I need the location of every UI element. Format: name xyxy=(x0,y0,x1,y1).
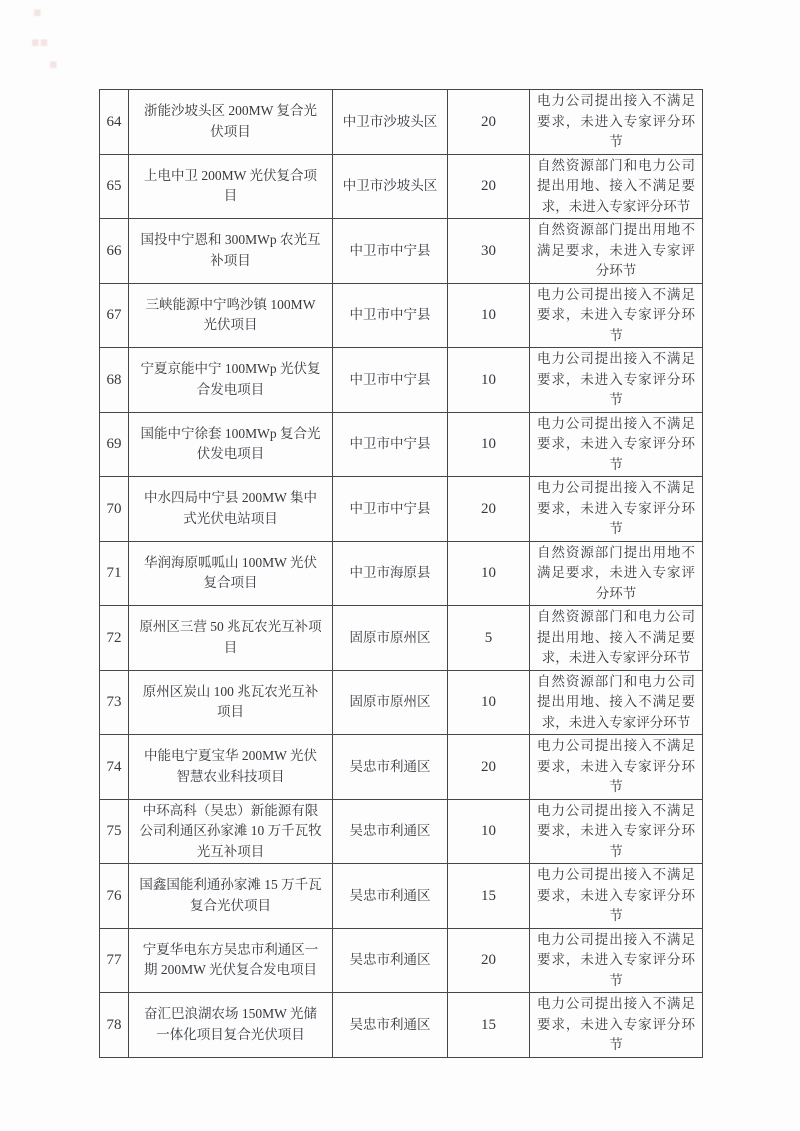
table-row xyxy=(100,799,703,864)
project-name-cell: 中能电宁夏宝华 200MW 光伏智慧农业科技项目 xyxy=(129,735,333,800)
project-location-cell: 中卫市中宁县 xyxy=(333,348,448,413)
project-name-cell: 三峡能源中宁鸣沙镇 100MW 光伏项目 xyxy=(129,283,333,348)
project-reason-cell: 电力公司提出接入不满足要求，未进入专家评分环节 xyxy=(530,864,703,929)
project-reason-cell: 电力公司提出接入不满足要求，未进入专家评分环节 xyxy=(530,735,703,800)
project-capacity-cell: 20 xyxy=(448,477,530,542)
table-row xyxy=(100,477,703,542)
project-location-cell: 固原市原州区 xyxy=(333,606,448,671)
project-name-cell: 上电中卫 200MW 光伏复合项目 xyxy=(129,154,333,219)
project-name-cell: 中环高科（吴忠）新能源有限公司利通区孙家滩 10 万千瓦牧光互补项目 xyxy=(129,799,333,864)
project-name-cell: 浙能沙坡头区 200MW 复合光伏项目 xyxy=(129,90,333,155)
table-row xyxy=(100,541,703,606)
project-location-cell: 中卫市沙坡头区 xyxy=(333,90,448,155)
project-number-cell: 74 xyxy=(100,735,129,800)
project-location-cell: 中卫市中宁县 xyxy=(333,477,448,542)
project-reason-cell: 电力公司提出接入不满足要求，未进入专家评分环节 xyxy=(530,90,703,155)
project-location-cell: 吴忠市利通区 xyxy=(333,864,448,929)
project-capacity-cell: 15 xyxy=(448,993,530,1058)
project-reason-cell: 自然资源部门提出用地不满足要求，未进入专家评分环节 xyxy=(530,219,703,284)
project-number-cell: 71 xyxy=(100,541,129,606)
project-number-cell: 73 xyxy=(100,670,129,735)
project-number-cell: 77 xyxy=(100,928,129,993)
project-location-cell: 吴忠市利通区 xyxy=(333,993,448,1058)
project-location-cell: 中卫市中宁县 xyxy=(333,412,448,477)
project-capacity-cell: 10 xyxy=(448,799,530,864)
table-row xyxy=(100,348,703,413)
project-number-cell: 70 xyxy=(100,477,129,542)
project-reason-cell: 自然资源部门提出用地不满足要求，未进入专家评分环节 xyxy=(530,541,703,606)
project-capacity-cell: 15 xyxy=(448,864,530,929)
table-row xyxy=(100,670,703,735)
project-reason-cell: 自然资源部门和电力公司提出用地、接入不满足要求，未进入专家评分环节 xyxy=(530,670,703,735)
project-reason-cell: 自然资源部门和电力公司提出用地、接入不满足要求，未进入专家评分环节 xyxy=(530,154,703,219)
project-location-cell: 中卫市海原县 xyxy=(333,541,448,606)
project-location-cell: 中卫市中宁县 xyxy=(333,219,448,284)
project-capacity-cell: 20 xyxy=(448,928,530,993)
project-location-cell: 固原市原州区 xyxy=(333,670,448,735)
table-row xyxy=(100,412,703,477)
project-capacity-cell: 10 xyxy=(448,412,530,477)
project-capacity-cell: 10 xyxy=(448,348,530,413)
project-number-cell: 64 xyxy=(100,90,129,155)
project-capacity-cell: 5 xyxy=(448,606,530,671)
project-location-cell: 吴忠市利通区 xyxy=(333,799,448,864)
project-name-cell: 国投中宁恩和 300MWp 农光互补项目 xyxy=(129,219,333,284)
table-row xyxy=(100,154,703,219)
project-reason-cell: 电力公司提出接入不满足要求，未进入专家评分环节 xyxy=(530,993,703,1058)
project-capacity-cell: 30 xyxy=(448,219,530,284)
table-row xyxy=(100,928,703,993)
project-reason-cell: 电力公司提出接入不满足要求，未进入专家评分环节 xyxy=(530,477,703,542)
project-number-cell: 66 xyxy=(100,219,129,284)
project-name-cell: 中水四局中宁县 200MW 集中式光伏电站项目 xyxy=(129,477,333,542)
project-reason-cell: 电力公司提出接入不满足要求，未进入专家评分环节 xyxy=(530,799,703,864)
project-capacity-cell: 20 xyxy=(448,154,530,219)
project-location-cell: 中卫市沙坡头区 xyxy=(333,154,448,219)
project-name-cell: 国能中宁徐套 100MWp 复合光伏发电项目 xyxy=(129,412,333,477)
faint-red-mark-icon: ▪ xyxy=(49,57,58,72)
project-number-cell: 75 xyxy=(100,799,129,864)
table-row xyxy=(100,219,703,284)
table-row xyxy=(100,283,703,348)
project-capacity-cell: 10 xyxy=(448,283,530,348)
project-location-cell: 中卫市中宁县 xyxy=(333,283,448,348)
project-number-cell: 76 xyxy=(100,864,129,929)
project-name-cell: 华润海原呱呱山 100MW 光伏复合项目 xyxy=(129,541,333,606)
projects-table xyxy=(99,89,703,1058)
project-location-cell: 吴忠市利通区 xyxy=(333,928,448,993)
project-name-cell: 宁夏华电东方吴忠市利通区一期 200MW 光伏复合发电项目 xyxy=(129,928,333,993)
project-number-cell: 69 xyxy=(100,412,129,477)
project-number-cell: 68 xyxy=(100,348,129,413)
project-number-cell: 65 xyxy=(100,154,129,219)
table-row xyxy=(100,606,703,671)
project-location-cell: 吴忠市利通区 xyxy=(333,735,448,800)
project-capacity-cell: 10 xyxy=(448,670,530,735)
project-reason-cell: 电力公司提出接入不满足要求，未进入专家评分环节 xyxy=(530,412,703,477)
table-row xyxy=(100,864,703,929)
project-name-cell: 原州区三营 50 兆瓦农光互补项目 xyxy=(129,606,333,671)
project-name-cell: 奋汇巴浪湖农场 150MW 光储一体化项目复合光伏项目 xyxy=(129,993,333,1058)
project-reason-cell: 自然资源部门和电力公司提出用地、接入不满足要求，未进入专家评分环节 xyxy=(530,606,703,671)
project-capacity-cell: 20 xyxy=(448,90,530,155)
table-row xyxy=(100,735,703,800)
project-reason-cell: 电力公司提出接入不满足要求，未进入专家评分环节 xyxy=(530,928,703,993)
project-capacity-cell: 20 xyxy=(448,735,530,800)
faint-red-mark-icon: ▪ xyxy=(33,5,42,20)
project-number-cell: 78 xyxy=(100,993,129,1058)
table-row xyxy=(100,90,703,155)
project-capacity-cell: 10 xyxy=(448,541,530,606)
project-name-cell: 原州区炭山 100 兆瓦农光互补项目 xyxy=(129,670,333,735)
project-number-cell: 72 xyxy=(100,606,129,671)
faint-red-mark-icon: ▪▪ xyxy=(31,35,49,50)
project-reason-cell: 电力公司提出接入不满足要求，未进入专家评分环节 xyxy=(530,348,703,413)
project-number-cell: 67 xyxy=(100,283,129,348)
table-row xyxy=(100,993,703,1058)
project-reason-cell: 电力公司提出接入不满足要求，未进入专家评分环节 xyxy=(530,283,703,348)
project-name-cell: 国鑫国能利通孙家滩 15 万千瓦复合光伏项目 xyxy=(129,864,333,929)
project-name-cell: 宁夏京能中宁 100MWp 光伏复合发电项目 xyxy=(129,348,333,413)
